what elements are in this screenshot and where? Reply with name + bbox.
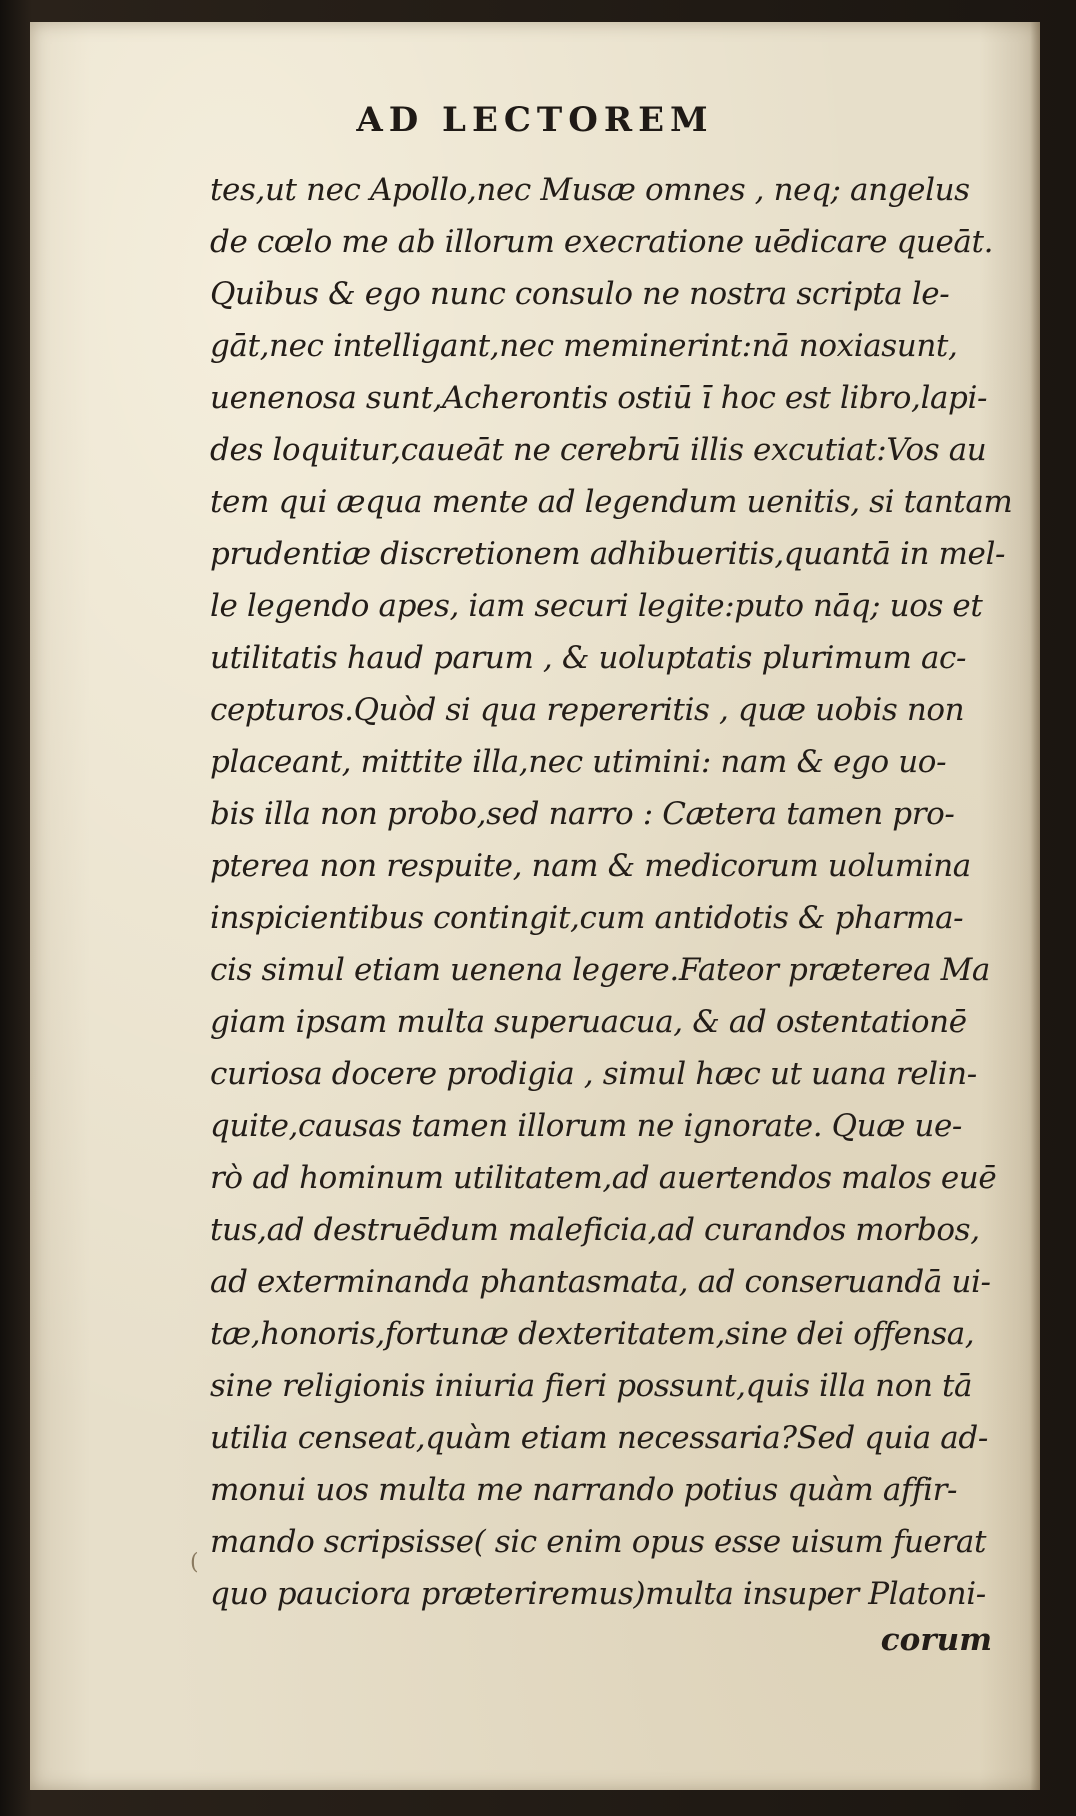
text-line: curiosa docere prodigia , simul hæc ut uana relin- (210, 1056, 977, 1092)
text-line: le legendo apes, iam securi legite:puto nāq; uos et (210, 588, 983, 624)
text-line: inspicientibus contingit,cum antidotis & pharma- (210, 900, 964, 936)
text-line: de cœlo me ab illorum execratione uēdicare queāt. (210, 224, 994, 260)
text-line: tes,ut nec Apollo,nec Musæ omnes , neq; angelus (210, 172, 970, 208)
text-line: mando scripsisse( sic enim opus esse uisum fuerat (210, 1524, 987, 1560)
text-line: Quibus & ego nunc consulo ne nostra scripta le- (210, 276, 950, 312)
margin-mark: ( (190, 1550, 199, 1575)
text-line: quite,causas tamen illorum ne ignorate. Quæ ue- (210, 1108, 963, 1144)
text-line: monui uos multa me narrando potius quàm affir- (210, 1472, 958, 1508)
text-line: tæ,honoris,fortunæ dexteritatem,sine dei offensa, (210, 1316, 975, 1352)
text-line: des loquitur,caueāt ne cerebrū illis excutiat:Vos au (210, 432, 987, 468)
text-line: ad exterminanda phantasmata, ad conseruandā ui- (210, 1264, 991, 1300)
text-line: rò ad hominum utilitatem,ad auertendos malos euē (210, 1160, 997, 1196)
text-line: prudentiæ discretionem adhibueritis,quantā in mel- (210, 536, 1006, 572)
text-line: sine religionis iniuria fieri possunt,quis illa non tā (210, 1368, 973, 1404)
book-page (30, 22, 1040, 1790)
text-line: quo pauciora præteriremus)multa insuper Platoni- (210, 1576, 986, 1612)
body-text (210, 164, 1040, 1620)
text-line: tem qui æqua mente ad legendum uenitis, si tantam (210, 484, 1013, 520)
text-line: gāt,nec intelligant,nec meminerint:nā noxiasunt, (210, 328, 958, 364)
text-line: utilitatis haud parum , & uoluptatis plurimum ac- (210, 640, 967, 676)
catchword: corum (880, 1622, 992, 1658)
text-line: giam ipsam multa superuacua, & ad ostentationē (210, 1004, 967, 1040)
text-line: cis simul etiam uenena legere.Fateor præterea Ma (210, 952, 990, 988)
text-line: placeant, mittite illa,nec utimini: nam & ego uo- (210, 744, 947, 780)
text-line: tus,ad destruēdum maleficia,ad curandos morbos, (210, 1212, 980, 1248)
text-line: uenenosa sunt,Acherontis ostiū ī hoc est libro,lapi- (210, 380, 988, 416)
text-line: utilia censeat,quàm etiam necessaria?Sed quia ad- (210, 1420, 988, 1456)
running-head: AD LECTOREM (356, 100, 714, 140)
text-line: cepturos.Quòd si qua repereritis , quæ uobis non (210, 692, 965, 728)
text-line: pterea non respuite, nam & medicorum uolumina (210, 848, 971, 884)
text-line: bis illa non probo,sed narro : Cætera tamen pro- (210, 796, 955, 832)
